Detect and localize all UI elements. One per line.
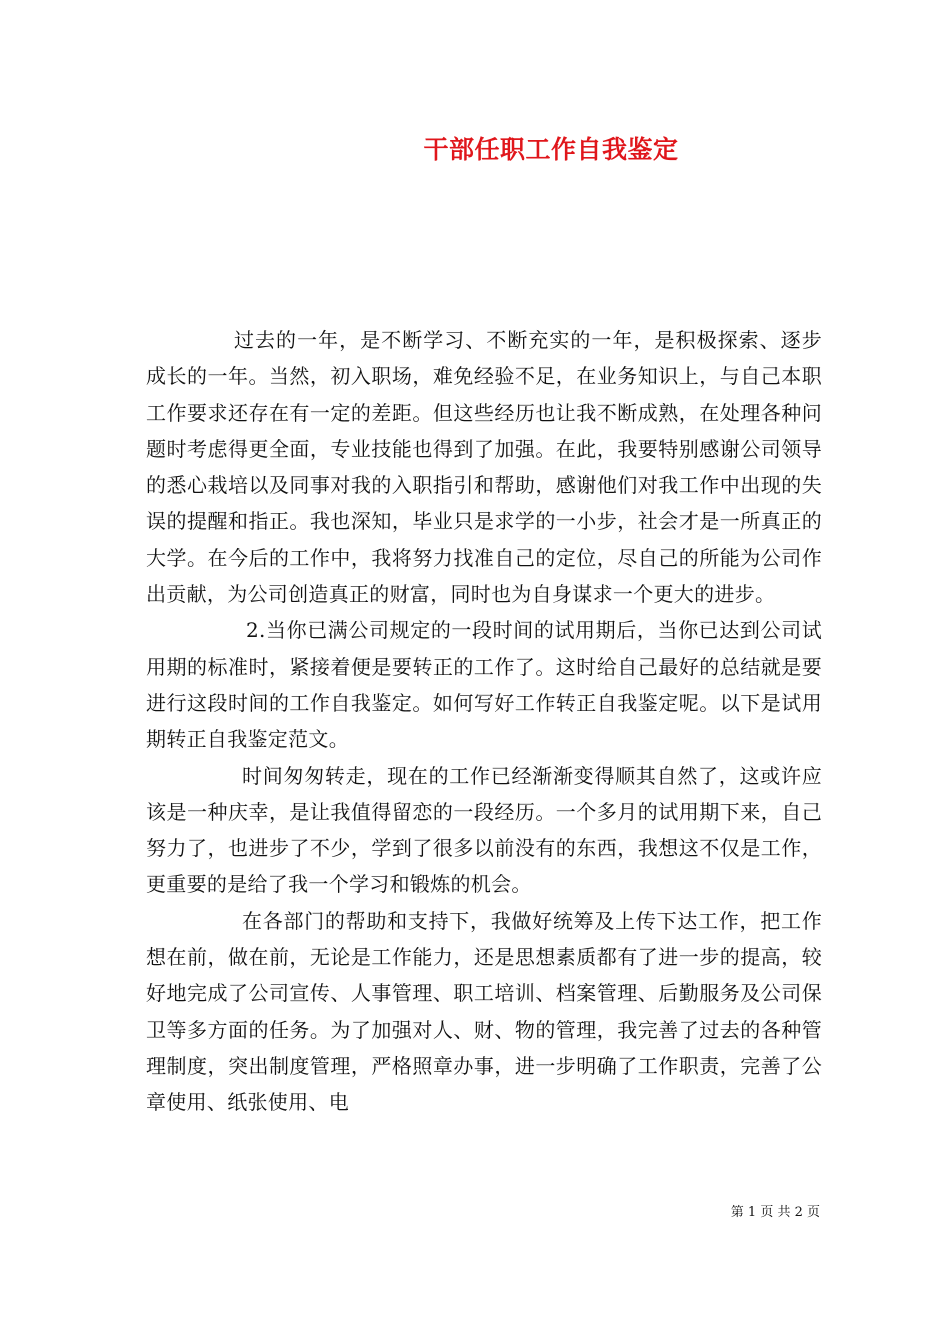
paragraph-3: 时间匆匆转走，现在的工作已经渐渐变得顺其自然了，这或许应该是一种庆幸，是让我值得留恋的一段经历。一个多月的试用期下来，自己努力了，也进步了不少，学到了很多以前没有的东西，我想这不仅是工作，更重要的是给了我一个学习和锻炼的机会。 — [146, 763, 822, 897]
paragraph-2: 2.当你已满公司规定的一段时间的试用期后，当你已达到公司试用期的标准时，紧接着便是要转正的工作了。这时给自己最好的总结就是要进行这段时间的工作自我鉴定。如何写好工作转正自我鉴定呢。以下是试用期转正自我鉴定范文。 — [146, 618, 822, 752]
page-title: 干部任职工作自我鉴定 — [423, 135, 679, 164]
page-number-footer: 第 1 页 共 2 页 — [730, 1205, 820, 1220]
paragraph-1: 过去的一年，是不断学习、不断充实的一年，是积极探索、逐步成长的一年。当然，初入职场，难免经验不足，在业务知识上，与自己本职工作要求还存在有一定的差距。但这些经历也让我不断成熟，在处理各种问题时考虑得更全面，专业技能也得到了加强。在此，我要特别感谢公司领导的悉心栽培以及同事对我的入职指引和帮助，感谢他们对我工作中出现的失误的提醒和指正。我也深知，毕业只是求学的一小步，社会才是一所真正的大学。在今后的工作中，我将努力找准自己的定位，尽自己的所能为公司作出贡献，为公司创造真正的财富，同时也为自身谋求一个更大的进步。 — [146, 328, 822, 607]
paragraph-4: 在各部门的帮助和支持下，我做好统筹及上传下达工作，把工作想在前，做在前，无论是工作能力，还是思想素质都有了进一步的提高，较好地完成了公司宣传、人事管理、职工培训、档案管理、后勤服务及公司保卫等多方面的任务。为了加强对人、财、物的管理，我完善了过去的各种管理制度，突出制度管理，严格照章办事，进一步明确了工作职责，完善了公章使用、纸张使用、电 — [146, 908, 822, 1115]
document-body — [146, 322, 822, 1121]
